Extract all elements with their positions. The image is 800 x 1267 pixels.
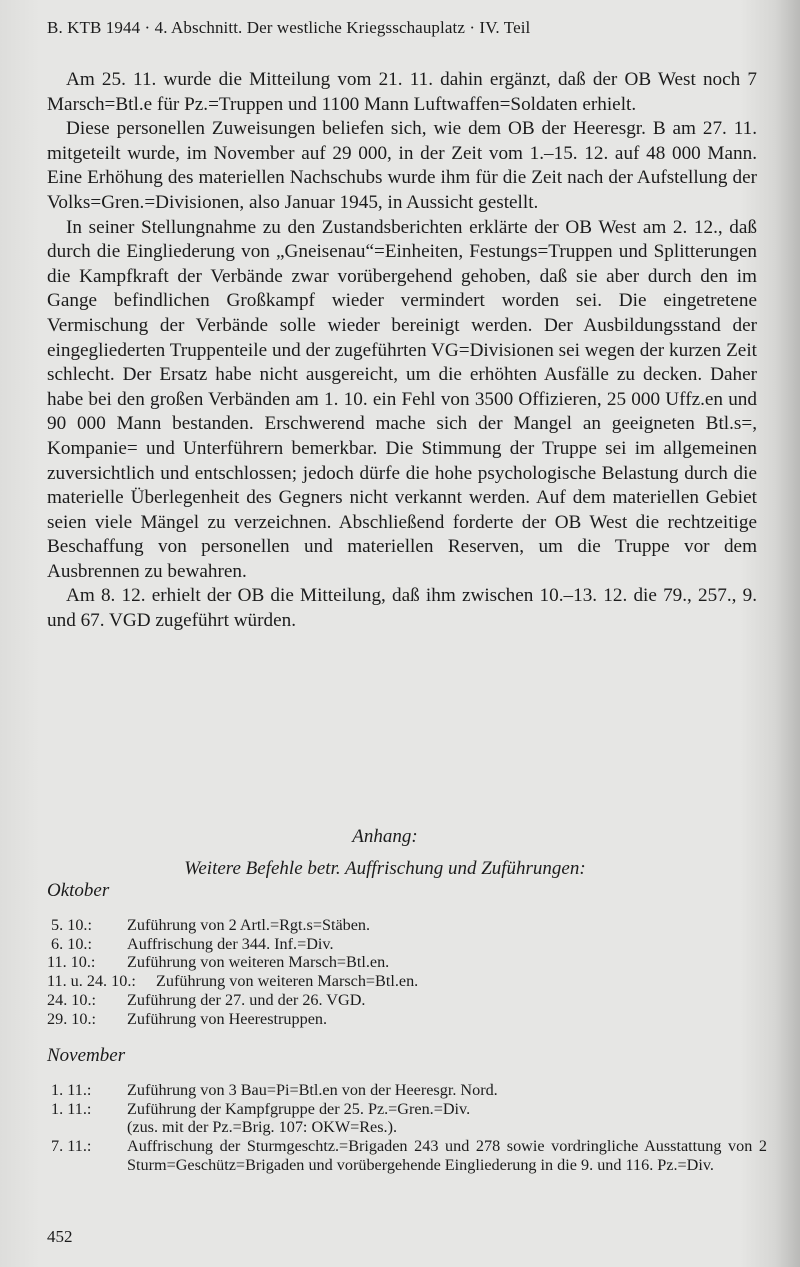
entry-date: 7. 11.:	[47, 1137, 92, 1156]
entry-date: 6. 10.:	[47, 934, 92, 953]
running-head: B. KTB 1944 · 4. Abschnitt. Der westliche Kriegsschauplatz · IV. Teil	[47, 18, 531, 37]
list-item	[47, 953, 767, 972]
list-item	[47, 1100, 767, 1137]
list-item	[47, 935, 767, 954]
page-number: 452	[47, 1227, 73, 1246]
entry-text: Zuführung von weiteren Marsch=Btl.en.	[156, 972, 419, 991]
entry-date: 29. 10.:	[47, 1009, 97, 1028]
paragraph: In seiner Stellungnahme zu den Zustandsberichten erklärte der OB West am 2. 12., daß durch die Eingliederung von „Gneisenau“=Einheiten, Festungs=Truppen und Splitterungen die Kampfkraft der Verbände zwar vorübergehend gehoben, daß sie aber durch den im Gange befindlichen Großkampf wieder vermindert worden sei. Die eingetretene Vermischung der Verbände solle wieder bereinigt werden. Der Ausbildungsstand der eingegliederten Truppenteile und der zugeführten VG=Divisionen sei wegen der kurzen Zeit schlecht. Der Ersatz habe nicht ausgereicht, um die erhöhten Ausfälle zu decken. Daher habe bei den großen Verbänden am 1. 10. ein Fehl von 3500 Offizieren, 25 000 Uffz.en und 90 000 Mann bestanden. Erschwerend mache sich der Mangel an geeigneten Btl.s=, Kompanie= und Unterführern bemerkbar. Die Stimmung der Truppe sei im allgemeinen zuversichtlich und entschlossen; jedoch dürfe die hohe psychologische Belastung durch die materielle Überlegenheit des Gegners nicht verkannt werden. Auf dem materiellen Gebiet seien viele Mängel zu verzeichnen. Abschließend forderte der OB West die rechtzeitige Beschaffung von personellen und materiellen Reserven, um die Truppe vor dem Ausbrennen zu bewahren.	[47, 216, 757, 582]
entry-text: Zuführung der 27. und der 26. VGD.	[127, 990, 366, 1009]
entry-text	[127, 1100, 767, 1137]
entry-text: Auffrischung der Sturmgeschtz.=Brigaden 243 und 278 sowie vordringliche Ausstattung von 2 Sturm=Geschütz=Brigaden und vorübergehende Eingliederung in die 9. und 116. Pz.=Div.	[127, 1137, 767, 1174]
entry-text: Auffrischung der 344. Inf.=Div.	[127, 934, 334, 953]
entry-list-oktober	[47, 916, 767, 1028]
entry-text-line: Zuführung der Kampfgruppe der 25. Pz.=Gren.=Div.	[127, 1099, 471, 1118]
entry-date: 11. 10.:	[47, 953, 96, 972]
appendix-title: Anhang:	[352, 826, 418, 847]
list-item	[47, 1081, 767, 1100]
month-heading-november: November	[47, 1045, 126, 1066]
paragraph: Am 8. 12. erhielt der OB die Mitteilung, daß ihm zwischen 10.–13. 12. die 79., 257., 9. und 67. VGD zugeführt würden.	[47, 585, 757, 632]
list-item	[47, 1010, 767, 1029]
paragraph: Am 25. 11. wurde die Mitteilung vom 21. 11. dahin ergänzt, daß der OB West noch 7 Marsch=Btl.e für Pz.=Truppen und 1100 Mann Luftwaffen=Soldaten erhielt.	[47, 69, 757, 115]
list-item	[47, 991, 767, 1010]
entry-date: 1. 11.:	[47, 1099, 92, 1118]
entry-date: 11. u. 24. 10.:	[47, 972, 136, 991]
entry-text: Zuführung von weiteren Marsch=Btl.en.	[127, 953, 390, 972]
entry-text: Zuführung von 2 Artl.=Rgt.s=Stäben.	[127, 916, 371, 934]
month-heading-oktober: Oktober	[47, 880, 110, 901]
entry-list-november	[47, 1081, 767, 1175]
appendix-subtitle: Weitere Befehle betr. Auffrischung und Zuführungen:	[184, 858, 586, 879]
entry-date: 5. 10.:	[47, 916, 92, 934]
body-text	[47, 68, 757, 634]
entry-date: 1. 11.:	[47, 1081, 92, 1099]
paragraph: Diese personellen Zuweisungen beliefen sich, wie dem OB der Heeresgr. B am 27. 11. mitgeteilt wurde, im November auf 29 000, in der Zeit vom 1.–15. 12. auf 48 000 Mann. Eine Erhöhung des materiellen Nachschubs wurde ihm für die Zeit nach der Aufstellung der Volks=Gren.=Divisionen, also Januar 1945, in Aussicht gestellt.	[47, 118, 757, 213]
list-item	[47, 972, 767, 991]
list-item	[47, 916, 767, 935]
entry-text-continuation: (zus. mit der Pz.=Brig. 107: OKW=Res.).	[127, 1118, 398, 1137]
entry-date: 24. 10.:	[47, 990, 97, 1009]
entry-text: Zuführung von Heerestruppen.	[127, 1009, 328, 1028]
entry-text: Zuführung von 3 Bau=Pi=Btl.en von der Heeresgr. Nord.	[127, 1081, 498, 1099]
list-item	[47, 1137, 767, 1174]
